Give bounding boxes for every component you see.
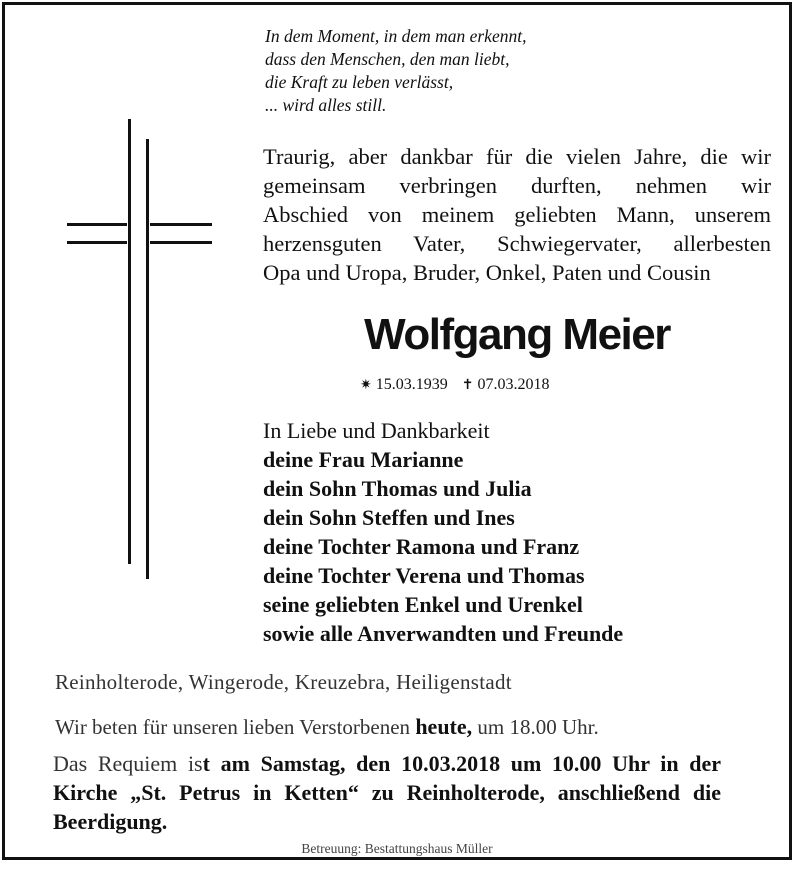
intro-line: Abschied von meinem geliebten Mann, unserem [263, 202, 771, 227]
intro-line: Opa und Uropa, Bruder, Onkel, Paten und Cousin [263, 260, 711, 285]
mourner-line: deine Tochter Verena und Thomas [263, 563, 585, 588]
requiem-date: t am Samstag, den 10.03.2018 um 10.00 Uhr in der [202, 751, 721, 776]
intro-line: Traurig, aber dankbar für die vielen Jahre, die wir [263, 144, 771, 169]
prayer-emphasis: heute, [415, 714, 473, 739]
deceased-name: Wolfgang Meier [364, 310, 670, 359]
requiem-line: Beerdigung. [53, 809, 168, 834]
obituary-notice [2, 2, 792, 860]
intro-line: herzensguten Vater, Schwiegervater, allerbesten [263, 231, 771, 256]
mourners-intro: In Liebe und Dankbarkeit [263, 418, 490, 443]
requiem-line [53, 749, 721, 778]
requiem-info [53, 749, 721, 836]
death-date: 07.03.2018 [477, 376, 550, 393]
funeral-home-credit: Betreuung: Bestattungshaus Müller [301, 841, 493, 856]
poem-line: die Kraft zu leben verlässt, [265, 72, 454, 92]
prayer-time: um 18.00 Uhr. [472, 715, 599, 739]
intro-text [263, 142, 771, 287]
requiem-line: Kirche „St. Petrus in Ketten“ zu Reinholterode, anschließend die [53, 780, 721, 805]
prayer-line [55, 713, 599, 741]
prayer-text: Wir beten für unseren lieben Verstorbenen [55, 715, 416, 739]
requiem-lead: Das Requiem is [53, 751, 203, 776]
intro-line: gemeinsam verbringen durften, nehmen wir [263, 173, 771, 198]
birth-star-icon: ✷ [360, 378, 372, 393]
poem-line: dass den Menschen, den man liebt, [265, 49, 510, 69]
mourner-line: dein Sohn Thomas und Julia [263, 476, 532, 501]
death-cross-icon: ✝ [461, 378, 474, 393]
poem [265, 25, 526, 117]
poem-line: In dem Moment, in dem man erkennt, [265, 26, 527, 46]
mourner-line: sowie alle Anverwandten und Freunde [263, 621, 624, 646]
life-dates [360, 374, 549, 397]
poem-line: ... wird alles still. [265, 95, 387, 115]
places-line: Reinholterode, Wingerode, Kreuzebra, Heiligenstadt [55, 670, 512, 694]
mourner-line: seine geliebten Enkel und Urenkel [263, 592, 583, 617]
mourner-line: deine Tochter Ramona und Franz [263, 534, 580, 559]
mourner-line: deine Frau Marianne [263, 447, 464, 472]
mourners-list [263, 416, 623, 648]
mourner-line: dein Sohn Steffen und Ines [263, 505, 515, 530]
birth-date: 15.03.1939 [375, 376, 448, 393]
cross-icon [67, 119, 217, 579]
